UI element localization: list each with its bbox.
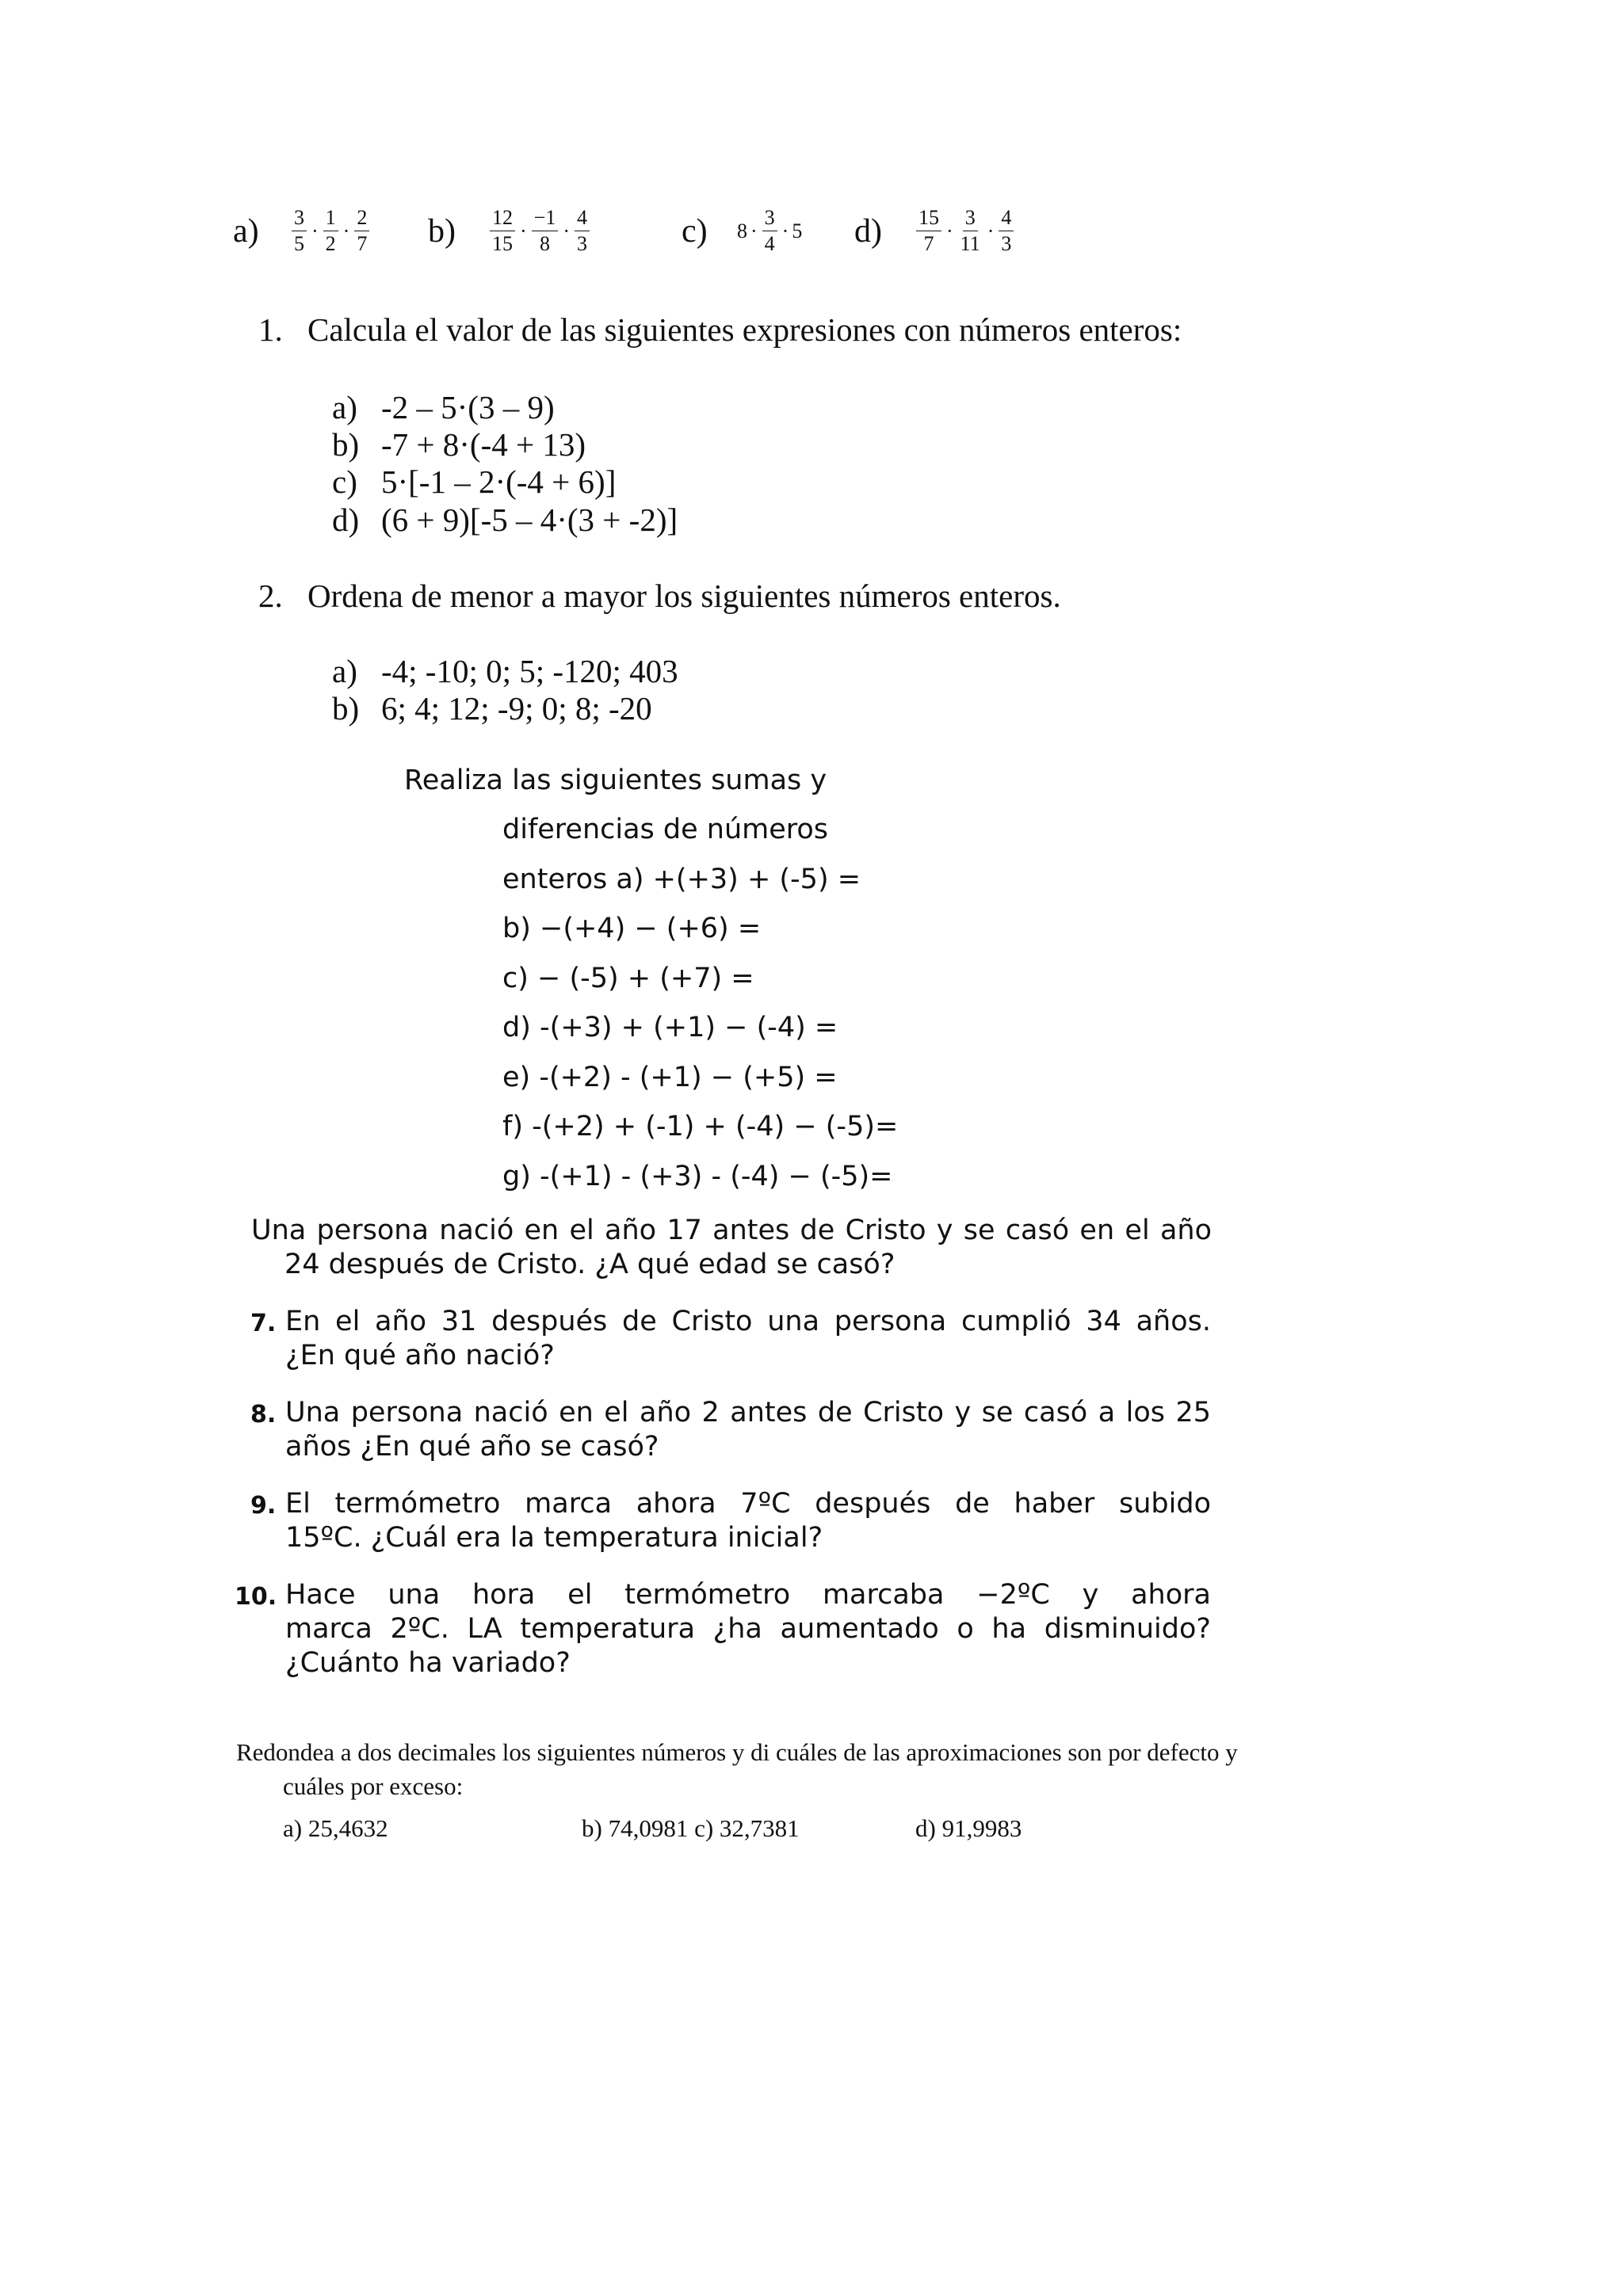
q1-item-d-label: d)	[332, 502, 360, 538]
problem-10-number: 10.	[235, 1583, 277, 1611]
q1-item-b-label: b)	[332, 426, 360, 463]
q1-item-a-label: a)	[332, 389, 357, 425]
rounding-instruction-line-1: Redondea a dos decimales los siguientes números y di cuáles de las aproximaciones son por defecto y	[236, 1738, 1238, 1766]
q2-item-b-expr: 6; 4; 12; -9; 0; 8; -20	[381, 690, 652, 727]
problem-birth-marriage: Una persona nació en el año 17 antes de Cristo y se casó en el año 24 después de Cristo. ¿A qué edad se casó?	[251, 1215, 1212, 1280]
fraction-c-label: c)	[682, 213, 708, 250]
q2-item-a-expr: -4; -10; 0; 5; -120; 403	[381, 653, 678, 689]
sums-item-b: b) −(+4) − (+6) =	[502, 913, 762, 944]
sums-item-d: d) -(+3) + (+1) − (-4) =	[502, 1012, 838, 1043]
fraction-b-label: b)	[428, 213, 456, 250]
question-1-text: Calcula el valor de las siguientes expresiones con números enteros:	[307, 311, 1182, 348]
fraction-c-expression: 8 · $\frac{3}{4}$ · 5	[737, 206, 803, 255]
sums-item-e: e) -(+2) - (+1) − (+5) =	[502, 1062, 838, 1093]
question-1-number: 1.	[258, 311, 283, 348]
rounding-item-b-c: b) 74,0981 c) 32,7381	[582, 1814, 800, 1842]
problem-8-number: 8.	[250, 1401, 277, 1428]
rounding-item-a: a) 25,4632	[283, 1814, 388, 1842]
q1-item-c-expr: 5·[-1 – 2·(-4 + 6)]	[381, 463, 617, 500]
q1-item-a-expr: -2 – 5·(3 – 9)	[381, 389, 555, 425]
q2-item-b-label: b)	[332, 690, 360, 727]
sums-intro-line-2: diferencias de números	[502, 814, 829, 845]
fraction-d-label: d)	[854, 213, 882, 250]
problem-7: 7. En el año 31 después de Cristo una persona cumplió 34 años. ¿En qué año nació?	[250, 1306, 1211, 1371]
problem-7-number: 7.	[250, 1310, 277, 1337]
question-2-text: Ordena de menor a mayor los siguientes números enteros.	[307, 578, 1061, 614]
problem-9-number: 9.	[250, 1492, 277, 1520]
rounding-item-d: d) 91,9983	[915, 1814, 1022, 1842]
q1-item-c-label: c)	[332, 463, 357, 500]
sums-intro-line-1: Realiza las siguientes sumas y	[404, 765, 827, 796]
q1-item-b-expr: -7 + 8·(-4 + 13)	[381, 426, 586, 463]
fraction-b-expression: $\frac{12}{15}$ · $\frac{-1}{8}$ · $\frac{4}{3}$	[487, 208, 593, 254]
sums-item-a: enteros a) +(+3) + (-5) =	[502, 864, 861, 895]
sums-item-c: c) − (-5) + (+7) =	[502, 963, 754, 994]
sums-item-g: g) -(+1) - (+3) - (-4) − (-5)=	[502, 1161, 893, 1192]
fraction-exercises-row	[0, 204, 1623, 268]
fraction-a-expression: $\frac{3}{5}$ · $\frac{1}{2}$ · $\frac{2}{7}$	[288, 208, 372, 254]
problem-10: 10. Hace una hora el termómetro marcaba −2ºC y ahora marca 2ºC. LA temperatura ¿ha aumentado o ha disminuido? ¿Cuánto ha variado?	[235, 1579, 1211, 1679]
fraction-a-label: a)	[233, 213, 259, 250]
problem-8: 8. Una persona nació en el año 2 antes de Cristo y se casó a los 25 años ¿En qué año se casó?	[250, 1397, 1211, 1463]
question-2-number: 2.	[258, 578, 283, 614]
sums-item-f: f) -(+2) + (-1) + (-4) − (-5)=	[502, 1111, 899, 1142]
fraction-d-expression: $\frac{15}{7}$ · $\frac{3}{11}$ · $\frac{4}{3}$	[913, 208, 1017, 254]
q1-item-d-expr: (6 + 9)[-5 – 4·(3 + -2)]	[381, 502, 678, 538]
q2-item-a-label: a)	[332, 653, 357, 689]
problem-9: 9. El termómetro marca ahora 7ºC después de haber subido 15ºC. ¿Cuál era la temperatura inicial?	[250, 1488, 1211, 1554]
rounding-instruction-line-2: cuáles por exceso:	[283, 1772, 464, 1800]
